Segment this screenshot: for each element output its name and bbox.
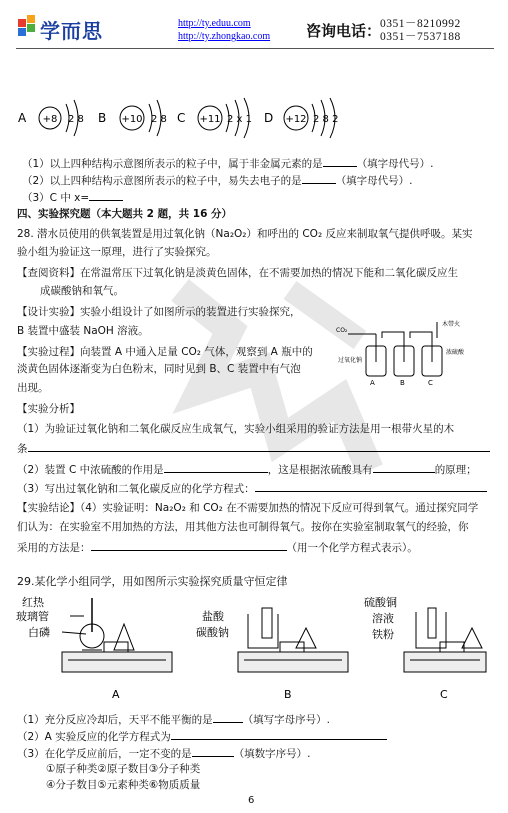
label-glowing-stick: 木带火	[442, 321, 461, 328]
atom-letter: A	[18, 111, 27, 125]
q28-line: 28. 潜水员使用的供氧装置是用过氧化钠（Na₂O₂）和呼出的 CO₂ 反应来制取氧气提供呼吸。某实	[17, 228, 473, 240]
atom-shells: 2 8	[68, 114, 84, 125]
answer-blank[interactable]	[91, 539, 287, 551]
label-sodium-carbonate: 碳酸钠	[196, 626, 229, 639]
atom-shells: 2 8	[151, 114, 167, 125]
atom-letter: C	[177, 111, 186, 125]
q28-line: 采用的方法是： （用一个化学方程式表示）。	[17, 539, 418, 556]
figure-caption-a: A	[112, 688, 120, 701]
section-heading: 四、实验探究题（本大题共 2 题，共 16 分）	[17, 208, 233, 220]
q28-line: 【查阅资料】在常温常压下过氧化钠是淡黄色固体，在不需要加热的情况下能和二氧化碳反应生	[17, 267, 458, 279]
atom-shells: 2 8 2	[313, 114, 339, 125]
page-number: 6	[248, 795, 255, 806]
apparatus-diagram	[336, 318, 476, 388]
answer-blank[interactable]	[323, 155, 357, 167]
answer-blank[interactable]	[164, 461, 268, 473]
q28-line: （1）为验证过氧化钠和二氧化碳反应生成氧气，实验小组采用的验证方法是用一根带火星的木	[17, 423, 455, 435]
atom-c	[177, 98, 252, 138]
atom-letter: D	[264, 111, 274, 125]
q28-line: 条	[17, 440, 490, 457]
phone-1: 0351－8210992	[380, 18, 461, 30]
answer-blank[interactable]	[255, 480, 487, 492]
q28-line: 成碳酸钠和氧气。	[40, 285, 124, 297]
header-links	[178, 17, 270, 43]
label-red-hot: 红热	[22, 596, 44, 609]
q28-line: 验小组为验证这一原理，进行了实验探究。	[17, 246, 217, 258]
q29-title: 29.某化学小组同学，用如图所示实验探究质量守恒定律	[17, 575, 288, 588]
label-glass-tube: 玻璃管	[16, 610, 49, 623]
header-divider	[16, 48, 494, 49]
answer-blank[interactable]	[373, 461, 435, 473]
label-co2: CO₂	[336, 327, 348, 334]
q28-line: 【实验过程】向装置 A 中通入足量 CO₂ 气体，观察到 A 瓶中的	[17, 346, 313, 358]
phone-numbers	[380, 18, 461, 44]
answer-blank[interactable]	[171, 728, 387, 740]
atom-nucleus: +11	[199, 114, 221, 125]
question-line: （2）以上四种结构示意图所表示的粒子中，易失去电子的是 （填字母代号）.	[22, 172, 413, 189]
phone-label: 咨询电话：	[306, 22, 382, 40]
q28-line: 出现。	[17, 382, 49, 394]
atom-nucleus: +8	[42, 114, 58, 125]
atom-nucleus: +10	[121, 114, 143, 125]
q28-line: 【设计实验】实验小组设计了如图所示的装置进行实验探究，	[17, 306, 301, 318]
label-white-phosphorus: 白磷	[28, 626, 50, 639]
label-hydrochloric-acid: 盐酸	[202, 610, 224, 623]
balance-c	[364, 595, 486, 672]
bottle-label: B	[400, 379, 405, 387]
bottle-label: A	[370, 379, 375, 387]
q29-options-2: ④分子数目⑤元素种类⑥物质质量	[46, 779, 201, 791]
atom-structure-diagrams	[14, 92, 344, 142]
q28-line: 【实验分析】	[17, 403, 80, 415]
bottle-label: C	[428, 379, 433, 387]
logo-text: 学而思	[40, 19, 103, 43]
label-sodium-peroxide: 过氧化钠	[338, 357, 363, 364]
atom-nucleus: +12	[285, 114, 307, 125]
q29-line: （1）充分反应冷却后，天平不能平衡的是 （填写字母序号）.	[17, 711, 330, 728]
answer-blank[interactable]	[28, 440, 490, 452]
figure-caption-b: B	[284, 688, 292, 701]
label-iron-powder: 铁粉	[372, 628, 394, 641]
answer-blank[interactable]	[192, 745, 234, 757]
label-copper-sulfate: 硫酸铜	[364, 596, 397, 609]
phone-2: 0351－7537188	[380, 31, 461, 43]
question-line: （1）以上四种结构示意图所表示的粒子中，属于非金属元素的是 （填字母代号）.	[22, 155, 434, 172]
q29-line: （2）A 实验反应的化学方程式为	[17, 728, 387, 745]
q28-line: 们认为：在实验室不用加热的方法，用其他方法也可制得氧气。按你在实验室制取氧气的经验，你	[17, 521, 469, 533]
atom-b	[98, 100, 167, 136]
q29-line: （3）在化学反应前后，一定不变的是 （填数字序号）.	[17, 745, 311, 762]
url-link-eduu[interactable]: http://ty.eduu.com	[178, 18, 251, 29]
atom-d	[264, 98, 338, 138]
answer-blank[interactable]	[213, 711, 243, 723]
answer-blank[interactable]	[302, 172, 336, 184]
atom-letter: B	[98, 111, 107, 125]
url-link-zhongkao[interactable]: http://ty.zhongkao.com	[178, 31, 271, 42]
figure-caption-c: C	[440, 688, 448, 701]
label-conc-sulfuric-acid: 浓硫酸	[446, 349, 465, 356]
q29-options-1: ①原子种类②原子数目③分子种类	[46, 763, 201, 775]
q28-line: 【实验结论】（4）实验证明：Na₂O₂ 和 CO₂ 在不需要加热的情况下反应可得到氧气。通过探究同学	[17, 502, 479, 514]
balance-diagrams	[16, 594, 490, 704]
atom-a	[18, 100, 84, 136]
balance-a	[16, 595, 172, 672]
q28-line: B 装置中盛装 NaOH 溶液。	[17, 325, 149, 337]
q28-line: （3）写出过氧化钠和二氧化碳反应的化学方程式：	[17, 480, 487, 497]
answer-blank[interactable]	[89, 189, 123, 201]
q28-line: 淡黄色固体逐渐变为白色粉末，同时见到 B、C 装置中有气泡	[17, 363, 301, 375]
label-solution: 溶液	[372, 612, 394, 625]
question-line: （3）C 中 x=	[22, 189, 123, 206]
balance-b	[196, 608, 348, 672]
q28-line: （2）装置 C 中浓硫酸的作用是 ，这是根据浓硫酸具有 的原理；	[17, 461, 477, 478]
atom-shells: 2 x 1	[227, 114, 252, 125]
